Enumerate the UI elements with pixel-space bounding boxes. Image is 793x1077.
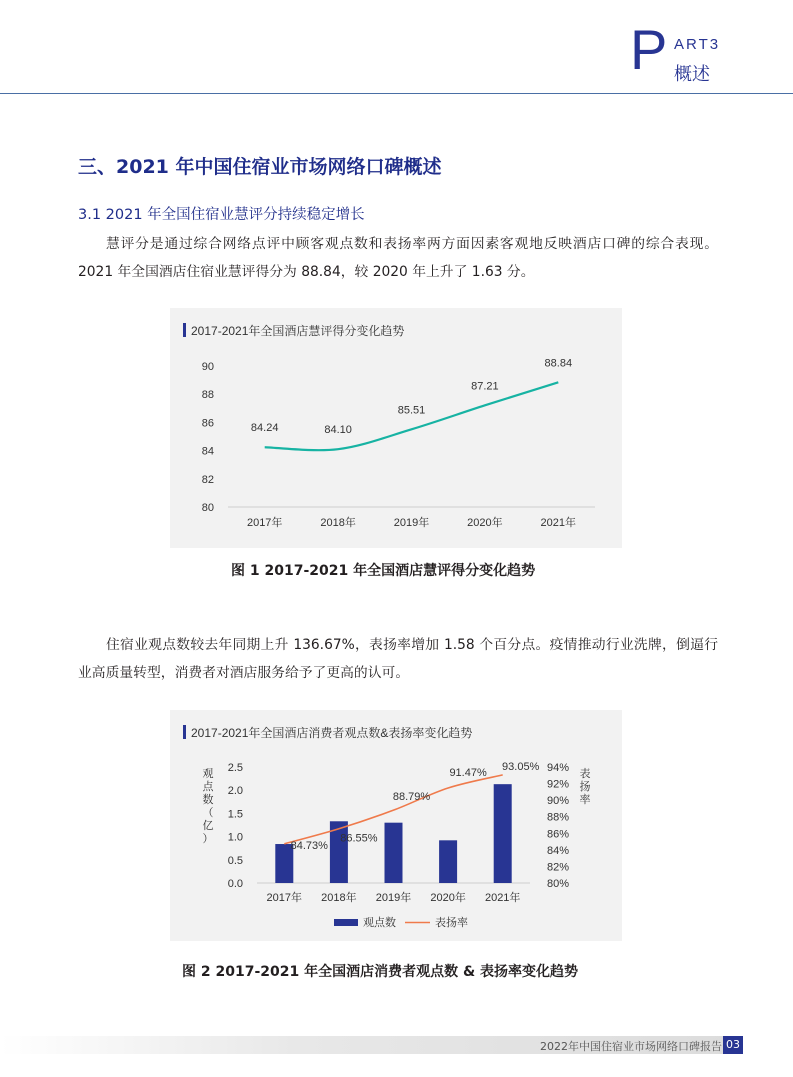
legend-line-label: 表扬率	[435, 917, 468, 929]
chart2-rate-label: 84.73%	[290, 839, 328, 852]
chart2-left-axis-title-char: 点	[202, 781, 214, 793]
chart2-rate-label: 88.79%	[392, 791, 431, 804]
chart1-x-tick: 2021年	[540, 517, 577, 529]
chart2-rate-label: 91.47%	[449, 766, 487, 779]
chart2-left-axis-title-char: （	[202, 807, 214, 819]
part-subtitle: 概述	[674, 64, 710, 85]
chart2-left-y-tick: 1.5	[227, 808, 243, 821]
chart2-left-y-tick: 0.0	[227, 878, 243, 890]
chart2-bar	[385, 823, 403, 883]
chart2-rate-label: 86.55%	[340, 832, 378, 845]
chart2-right-axis-title-char: 率	[579, 794, 591, 806]
part-label: ART3	[674, 36, 721, 53]
chart1-y-tick: 88	[201, 389, 214, 402]
chart1-panel	[170, 308, 622, 548]
chart1-title-marker	[183, 323, 186, 337]
chart1-x-tick: 2019年	[393, 517, 430, 529]
chart2-left-y-tick: 2.5	[227, 762, 243, 774]
chart1-x-tick: 2017年	[246, 517, 283, 529]
section-title: 三、2021 年中国住宿业市场网络口碑概述	[78, 156, 442, 178]
chart2-left-axis-title-char: ）	[202, 833, 214, 845]
legend-bar-label: 观点数	[363, 917, 396, 929]
chart2-x-tick: 2019年	[375, 892, 412, 904]
chart2-right-y-tick: 84%	[547, 844, 570, 857]
chart2-right-y-tick: 88%	[547, 811, 570, 824]
chart1-data-label: 85.51	[397, 404, 426, 417]
chart2-right-axis-title-char: 扬	[579, 781, 591, 793]
chart2-left-y-tick: 0.5	[227, 854, 243, 867]
chart1-data-label: 88.84	[544, 357, 573, 370]
chart2-x-tick: 2021年	[484, 892, 521, 904]
chart2-bar	[439, 840, 457, 883]
chart2-x-tick: 2017年	[266, 892, 303, 904]
chart1-y-tick: 82	[201, 473, 214, 486]
chart2-right-y-tick: 90%	[547, 795, 570, 808]
chart2-left-axis-title-char: 观	[202, 768, 214, 780]
legend-bar-swatch	[334, 919, 358, 926]
chart2-panel	[170, 710, 622, 941]
chart1-data-label: 87.21	[471, 380, 499, 393]
paragraph-score: 慧评分是通过综合网络点评中顾客观点数和表扬率两方面因素客观地反映酒店口碑的综合表现。2021 年全国酒店住宿业慧评得分为 88.84，较 2020 年上升了 1.63 分。	[78, 236, 718, 280]
header-rule	[0, 93, 793, 94]
chart1-data-label: 84.24	[250, 422, 279, 435]
part-letter: P	[630, 18, 668, 81]
figure2-caption: 图 2 2017-2021 年全国酒店消费者观点数 & 表扬率变化趋势	[182, 964, 579, 980]
chart2-title: 2017-2021年全国酒店消费者观点数&表扬率变化趋势	[191, 726, 473, 740]
chart2-x-tick: 2018年	[321, 892, 357, 904]
chart2-left-axis-title-char: 亿	[202, 820, 214, 832]
chart1-y-tick: 80	[201, 502, 214, 514]
chart2-bar	[494, 784, 512, 883]
chart2-left-y-tick: 1.0	[227, 831, 243, 844]
footer-report-title: 2022年中国住宿业市场网络口碑报告	[540, 1040, 722, 1053]
section-subtitle: 3.1 2021 年全国住宿业慧评分持续稳定增长	[78, 207, 365, 223]
chart1-x-tick: 2018年	[320, 517, 356, 529]
page-number: 03	[723, 1036, 743, 1054]
chart2-right-axis-title-char: 表	[579, 768, 591, 780]
opinions-combo-chart	[170, 710, 622, 941]
chart1-title: 2017-2021年全国酒店慧评得分变化趋势	[191, 324, 405, 338]
chart2-right-y-tick: 82%	[547, 861, 570, 874]
score-line-chart	[170, 308, 622, 548]
chart2-x-tick: 2020年	[430, 892, 466, 904]
chart1-x-tick: 2020年	[467, 517, 503, 529]
chart1-data-label: 84.10	[324, 424, 352, 437]
chart2-right-y-tick: 94%	[547, 762, 570, 774]
chart1-y-tick: 86	[201, 417, 214, 430]
chart2-rate-label: 93.05%	[502, 760, 540, 773]
figure1-caption: 图 1 2017-2021 年全国酒店慧评得分变化趋势	[231, 563, 536, 579]
chart2-left-axis-title-char: 数	[202, 794, 214, 806]
chart2-right-y-tick: 86%	[547, 828, 570, 841]
chart2-right-y-tick: 80%	[547, 878, 570, 890]
chart2-left-y-tick: 2.0	[227, 785, 243, 798]
chart2-right-y-tick: 92%	[547, 778, 570, 791]
paragraph-opinions: 住宿业观点数较去年同期上升 136.67%，表扬率增加 1.58 个百分点。疫情推动行业洗牌，倒逼行业高质量转型，消费者对酒店服务给予了更高的认可。	[78, 637, 718, 681]
chart1-y-tick: 90	[201, 361, 214, 373]
chart2-title-marker	[183, 725, 186, 739]
chart1-y-tick: 84	[201, 445, 214, 458]
